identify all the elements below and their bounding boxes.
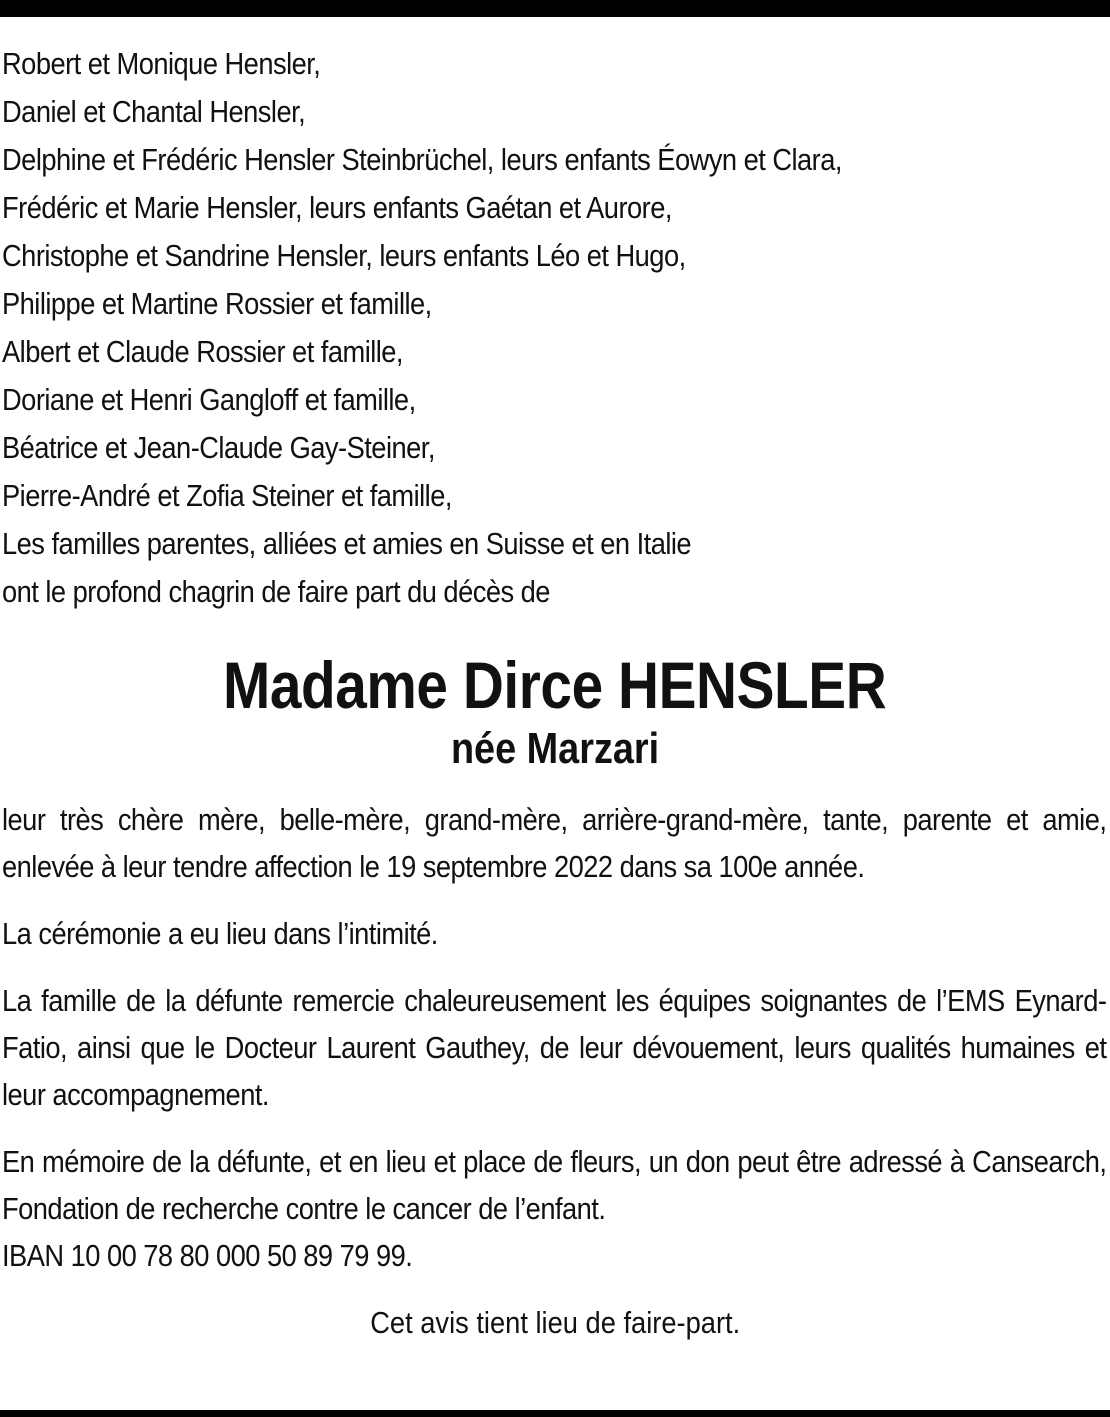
family-line: Frédéric et Marie Hensler, leurs enfants Gaétan et Aurore, — [2, 190, 672, 225]
announcement-line: ont le profond chagrin de faire part du décès de — [2, 574, 550, 609]
donation-block — [2, 1138, 1108, 1279]
family-line: Les familles parentes, alliées et amies en Suisse et en Italie — [2, 526, 692, 561]
family-line: Philippe et Martine Rossier et famille, — [2, 286, 432, 321]
family-line: Daniel et Chantal Hensler, — [2, 94, 306, 129]
family-line: Doriane et Henri Gangloff et famille, — [2, 382, 416, 417]
donation-paragraph: En mémoire de la défunte, et en lieu et place de fleurs, un don peut être adressé à Cansearch, Fondation de recherche contre le cancer de l’enfant. — [2, 1144, 1107, 1226]
deceased-name: Madame Dirce HENSLER — [223, 648, 887, 722]
family-line: Robert et Monique Hensler, — [2, 46, 321, 81]
ceremony-paragraph: La cérémonie a eu lieu dans l’intimité. — [2, 916, 438, 951]
deceased-block — [2, 648, 1108, 776]
top-rule — [0, 0, 1110, 17]
thanks-paragraph: La famille de la défunte remercie chaleureusement les équipes soignantes de l’EMS Eynard-Fatio, ainsi que le Docteur Laurent Gauthey, de leur dévouement, leurs qualités humaines et leur accompagnement. — [2, 983, 1107, 1112]
relation-paragraph: leur très chère mère, belle-mère, grand-mère, arrière-grand-mère, tante, parente et amie, enlevée à leur tendre affection le 19 septembre 2022 dans sa 100e année. — [2, 802, 1107, 884]
obituary-notice — [2, 40, 1108, 1346]
family-line: Pierre-André et Zofia Steiner et famille, — [2, 478, 452, 513]
closing-line — [2, 1299, 1108, 1346]
family-line: Béatrice et Jean-Claude Gay-Steiner, — [2, 430, 435, 465]
family-list — [2, 40, 1106, 616]
closing-text: Cet avis tient lieu de faire-part. — [370, 1305, 740, 1340]
family-line: Albert et Claude Rossier et famille, — [2, 334, 403, 369]
family-line: Delphine et Frédéric Hensler Steinbrüchel, leurs enfants Éowyn et Clara, — [2, 142, 842, 177]
birth-name: née Marzari — [450, 724, 660, 773]
bottom-rule — [0, 1410, 1110, 1417]
iban-line: IBAN 10 00 78 80 000 50 89 79 99. — [2, 1238, 413, 1273]
family-line: Christophe et Sandrine Hensler, leurs enfants Léo et Hugo, — [2, 238, 686, 273]
